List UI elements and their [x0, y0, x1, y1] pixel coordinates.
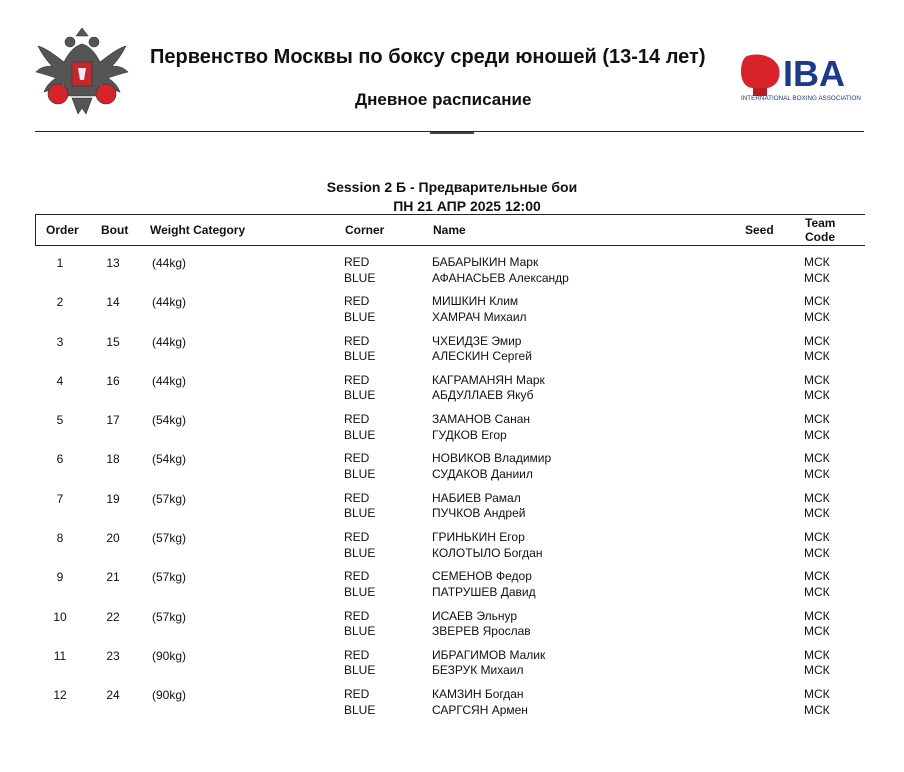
red-boxer-name: ИСАЕВ Эльнур: [432, 608, 518, 623]
corner-cell: [344, 451, 375, 482]
bout-number: 19: [106, 491, 120, 506]
bout-list: [35, 255, 864, 727]
boxer-names: [432, 294, 527, 325]
iba-logo: [733, 50, 868, 106]
red-boxer-name: ЧХЕИДЗЕ Эмир: [432, 333, 522, 348]
blue-team-code: МСК: [804, 506, 830, 521]
table-row: [35, 294, 864, 333]
blue-team-code: МСК: [804, 584, 830, 599]
corner-cell: [344, 530, 375, 561]
bout-order: 9: [56, 570, 64, 585]
team-codes: [804, 648, 830, 679]
blue-boxer-name: САРГСЯН Армен: [432, 702, 528, 717]
bout-number: 16: [106, 373, 120, 388]
red-team-code: МСК: [804, 372, 830, 387]
red-team-code: МСК: [804, 530, 830, 545]
bout-order: 5: [56, 413, 64, 428]
red-team-code: МСК: [804, 294, 830, 309]
red-corner-label: RED: [344, 412, 370, 427]
team-codes: [804, 569, 830, 600]
bout-number: 22: [106, 609, 120, 624]
page-title: Первенство Москвы по боксу среди юношей (13-14 лет): [150, 46, 706, 68]
column-team-code: [805, 216, 835, 244]
blue-team-code: МСК: [804, 309, 830, 324]
red-corner-label: RED: [344, 490, 370, 505]
blue-boxer-name: ПАТРУШЕВ Давид: [432, 584, 536, 599]
session-heading: [0, 178, 904, 216]
column-team-code-line2: Code: [805, 230, 835, 244]
table-header: [35, 214, 865, 246]
boxer-names: [432, 373, 545, 404]
table-row: [35, 530, 864, 569]
blue-team-code: МСК: [804, 702, 830, 717]
red-corner-label: RED: [344, 372, 370, 387]
corner-cell: [344, 412, 375, 443]
blue-boxer-name: БЕЗРУК Михаил: [432, 663, 524, 678]
header-divider-accent: [430, 132, 474, 134]
bout-order: 12: [53, 688, 67, 703]
blue-team-code: МСК: [804, 624, 830, 639]
column-name: Name: [433, 223, 466, 237]
blue-team-code: МСК: [804, 466, 830, 481]
team-codes: [804, 491, 830, 522]
weight-category: (44kg): [152, 256, 187, 270]
bout-order: 2: [56, 295, 64, 310]
blue-team-code: МСК: [804, 270, 830, 285]
boxer-names: [432, 412, 530, 443]
red-team-code: МСК: [804, 687, 830, 702]
blue-corner-label: BLUE: [344, 584, 376, 599]
column-order: Order: [46, 223, 79, 237]
blue-boxer-name: ГУДКОВ Егор: [432, 427, 507, 442]
session-datetime: ПН 21 АПР 2025 12:00: [393, 198, 541, 214]
red-boxer-name: КАМЗИН Богдан: [432, 687, 524, 702]
boxer-names: [432, 569, 536, 600]
weight-category: (44kg): [152, 373, 187, 388]
boxer-names: [432, 255, 569, 286]
blue-corner-label: BLUE: [344, 309, 376, 324]
red-corner-label: RED: [344, 333, 370, 348]
iba-logo-text: IBA: [783, 53, 845, 94]
table-row: [35, 569, 864, 608]
bout-order: 7: [56, 491, 64, 506]
red-boxer-name: ИБРАГИМОВ Малик: [432, 647, 546, 662]
red-team-code: МСК: [804, 569, 830, 584]
red-team-code: МСК: [804, 255, 830, 269]
red-boxer-name: БАБАРЫКИН Марк: [432, 255, 539, 269]
red-team-code: МСК: [804, 490, 830, 505]
blue-corner-label: BLUE: [344, 545, 376, 560]
corner-cell: [344, 491, 375, 522]
corner-cell: [344, 569, 375, 600]
table-row: [35, 648, 864, 687]
blue-corner-label: BLUE: [344, 427, 376, 442]
blue-boxer-name: СУДАКОВ Даниил: [432, 466, 533, 481]
blue-corner-label: BLUE: [344, 506, 376, 521]
column-weight-category: Weight Category: [150, 223, 246, 237]
red-team-code: МСК: [804, 647, 830, 662]
team-codes: [804, 687, 830, 718]
red-boxer-name: НОВИКОВ Владимир: [432, 451, 552, 466]
blue-corner-label: BLUE: [344, 663, 376, 678]
red-boxer-name: ГРИНЬКИН Егор: [432, 530, 525, 545]
weight-category: (57kg): [152, 609, 187, 624]
table-row: [35, 687, 864, 726]
weight-category: (90kg): [152, 648, 187, 663]
boxer-names: [432, 609, 531, 640]
bout-order: 1: [56, 256, 64, 270]
corner-cell: [344, 648, 375, 679]
bout-number: 18: [106, 452, 120, 467]
blue-team-code: МСК: [804, 388, 830, 403]
table-row: [35, 373, 864, 412]
red-boxer-name: МИШКИН Клим: [432, 294, 519, 309]
corner-cell: [344, 294, 375, 325]
corner-cell: [344, 373, 375, 404]
blue-team-code: МСК: [804, 663, 830, 678]
team-codes: [804, 412, 830, 443]
bout-order: 8: [56, 531, 64, 546]
blue-boxer-name: АБДУЛЛАЕВ Якуб: [432, 388, 534, 403]
team-codes: [804, 294, 830, 325]
red-corner-label: RED: [344, 294, 370, 309]
blue-corner-label: BLUE: [344, 702, 376, 717]
red-boxer-name: НАБИЕВ Рамал: [432, 490, 521, 505]
blue-boxer-name: ПУЧКОВ Андрей: [432, 506, 526, 521]
blue-corner-label: BLUE: [344, 349, 376, 364]
bout-number: 14: [106, 295, 120, 310]
bout-order: 6: [56, 452, 64, 467]
boxer-names: [432, 530, 542, 561]
blue-team-code: МСК: [804, 545, 830, 560]
red-team-code: МСК: [804, 451, 830, 466]
column-bout: Bout: [101, 223, 129, 237]
red-corner-label: RED: [344, 255, 370, 269]
blue-corner-label: BLUE: [344, 270, 376, 285]
column-team-code-line1: Team: [805, 216, 836, 230]
table-row: [35, 255, 864, 294]
table-row: [35, 609, 864, 648]
blue-team-code: МСК: [804, 427, 830, 442]
red-boxer-name: ЗАМАНОВ Санан: [432, 412, 530, 427]
bout-number: 23: [106, 648, 120, 663]
red-team-code: МСК: [804, 608, 830, 623]
session-title: Session 2 Б - Предварительные бои: [326, 179, 578, 195]
team-codes: [804, 609, 830, 640]
weight-category: (54kg): [152, 452, 187, 467]
corner-cell: [344, 687, 375, 718]
weight-category: (44kg): [152, 295, 187, 310]
table-row: [35, 491, 864, 530]
weight-category: (90kg): [152, 688, 187, 703]
weight-category: (57kg): [152, 570, 187, 585]
team-codes: [804, 530, 830, 561]
bout-number: 20: [106, 531, 120, 546]
blue-boxer-name: АФАНАСЬЕВ Александр: [432, 270, 569, 285]
weight-category: (44kg): [152, 334, 187, 349]
corner-cell: [344, 255, 375, 286]
bout-number: 17: [106, 413, 120, 428]
corner-cell: [344, 609, 375, 640]
blue-corner-label: BLUE: [344, 624, 376, 639]
table-row: [35, 334, 864, 373]
red-boxer-name: СЕМЕНОВ Федор: [432, 569, 532, 584]
bout-number: 24: [106, 688, 120, 703]
column-seed: Seed: [745, 223, 774, 237]
red-corner-label: RED: [344, 608, 370, 623]
blue-corner-label: BLUE: [344, 466, 376, 481]
bout-number: 21: [106, 570, 120, 585]
red-team-code: МСК: [804, 333, 830, 348]
boxing-glove-icon: [741, 55, 780, 97]
bout-order: 11: [53, 648, 67, 663]
team-codes: [804, 334, 830, 365]
team-codes: [804, 255, 830, 286]
table-row: [35, 412, 864, 451]
red-boxer-name: КАГРАМАНЯН Марк: [432, 372, 545, 387]
page-subtitle: Дневное расписание: [355, 90, 532, 109]
blue-corner-label: BLUE: [344, 388, 376, 403]
bout-number: 15: [106, 334, 120, 349]
bout-order: 3: [56, 334, 64, 349]
boxer-names: [432, 334, 532, 365]
corner-cell: [344, 334, 375, 365]
red-corner-label: RED: [344, 569, 370, 584]
weight-category: (57kg): [152, 491, 187, 506]
weight-category: (54kg): [152, 413, 187, 428]
blue-boxer-name: ХАМРАЧ Михаил: [432, 309, 527, 324]
table-row: [35, 451, 864, 490]
boxer-names: [432, 491, 525, 522]
column-corner: Corner: [345, 223, 385, 237]
blue-boxer-name: КОЛОТЫЛО Богдан: [432, 545, 543, 560]
red-corner-label: RED: [344, 451, 370, 466]
blue-team-code: МСК: [804, 349, 830, 364]
red-corner-label: RED: [344, 647, 370, 662]
boxer-names: [432, 451, 551, 482]
bout-order: 10: [53, 609, 67, 624]
weight-category: (57kg): [152, 531, 187, 546]
team-codes: [804, 451, 830, 482]
iba-logo-caption: INTERNATIONAL BOXING ASSOCIATION: [741, 95, 861, 102]
red-corner-label: RED: [344, 530, 370, 545]
team-codes: [804, 373, 830, 404]
boxer-names: [432, 648, 545, 679]
bout-number: 13: [106, 256, 120, 270]
boxer-names: [432, 687, 528, 718]
blue-boxer-name: ЗВЕРЕВ Ярослав: [432, 624, 531, 639]
blue-boxer-name: АЛЕСКИН Сергей: [432, 349, 532, 364]
red-team-code: МСК: [804, 412, 830, 427]
bout-order: 4: [56, 373, 64, 388]
red-corner-label: RED: [344, 687, 370, 702]
ministry-emblem-logo: [34, 26, 130, 120]
